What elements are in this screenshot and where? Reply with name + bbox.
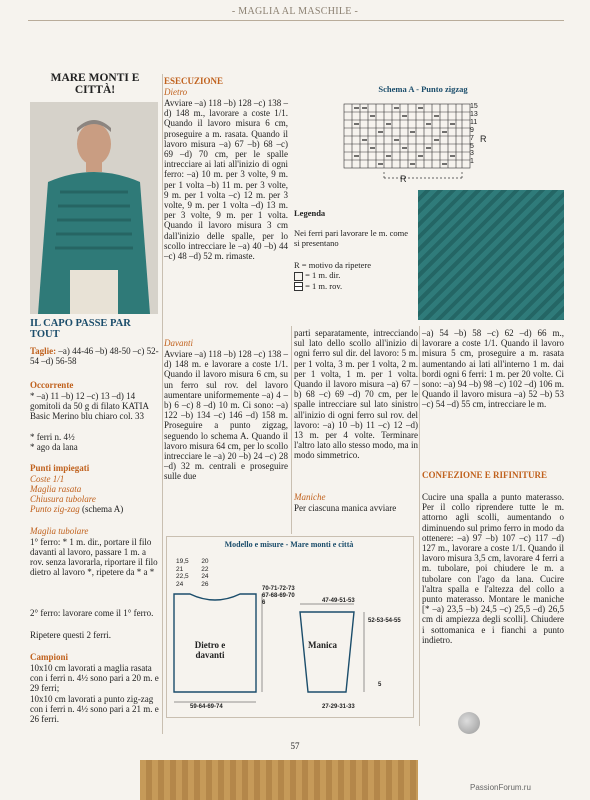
back-heading: Dietro xyxy=(164,87,188,97)
chart-repeat-r-side: R xyxy=(480,134,487,144)
column-rule xyxy=(162,74,163,734)
materials-needle: * ago da lana xyxy=(30,442,78,452)
sleeve-label: Manica xyxy=(308,640,337,650)
materials-needles: * ferri n. 4½ xyxy=(30,432,75,442)
finishing-instructions: Cucire una spalla a punto materasso. Per il collo riprendere tutte le m. attorno agli scolli, aumentando o diminuendo sul primo ferro in modo da ottenere: –a) 97 –b) 107 –c) 117 –d) 127 m., lavorare a coste 1/1. Quando il lavoro misura 3,5 cm, lavorare 4 ferri a m. tubolare, poi chiudere le m. a tubolare con l'ago da lana. Cucire l'altra spalla e l'altezza del collo a punto materasso. Montare le maniche [* –a) 23,5 –b) 24,5 –c) 25,5 –d) 26,5 cm di ampiezza degli scolli]. Chiudere i sottomanica e i fianchi a punto indietro. xyxy=(422,492,564,645)
body-width-label: 59-64-69-74 xyxy=(190,704,223,710)
sleeve-cuff-width: 27-29-31-33 xyxy=(322,704,355,710)
schematic-title: Modello e misure - Mare monti e città xyxy=(224,540,354,549)
body-height-total: 70-71-72-73 xyxy=(262,586,295,592)
stitch-zigzag-ref: (schema A) xyxy=(82,504,124,514)
legend-intro: Nei ferri pari lavorare le m. come si presentano xyxy=(294,228,408,248)
column-rule-2 xyxy=(291,326,292,534)
knit-texture-strip xyxy=(140,760,418,800)
chart-row-13: 13 xyxy=(470,110,478,118)
knit-symbol-icon xyxy=(294,272,303,281)
stitch-ribbing: Coste 1/1 xyxy=(30,474,65,484)
stitch-zigzag-name: Punto zig-zag xyxy=(30,504,80,514)
tubular-row1: 1° ferro: * 1 m. dir., portare il filo davanti al lavoro, passare 1 m. a rov. senza lavorarla, riportare il filo dietro al lavoro *, ripetere da * a * xyxy=(30,537,158,577)
model-photo xyxy=(30,102,158,314)
page-number: 57 xyxy=(290,741,300,751)
body-rib-height: 6 xyxy=(262,600,266,606)
sleeve-length: 52-53-54-55 xyxy=(368,618,401,624)
legend-knit-row xyxy=(294,270,412,281)
chart-row-3: 3 xyxy=(470,150,474,158)
watermark: PassionForum.ru xyxy=(470,783,531,792)
tubular-row2: 2° ferro: lavorare come il 1° ferro. xyxy=(30,608,154,618)
tubular-heading: Maglia tubolare xyxy=(30,526,89,536)
execution-heading: ESECUZIONE xyxy=(164,76,224,86)
model-figure xyxy=(30,102,158,314)
sleeves-instructions: –a) 54 –b) 58 –c) 62 –d) 66 m., lavorare a coste 1/1. Quando il lavoro misura 5 cm, proseguire a m. rasata aumentando ai lati all'interno 1 m. dai bordi ogni 6 ferri: 1 m. per 20 volte. Ci sono: –a) 94 –b) 98 –c) 102 –d) 106 m. Quando il lavoro misura –a) 52 –b) 53 –c) 54 –d) 55 cm, intrecciare le m. xyxy=(422,328,564,410)
sizes-label: Taglie: xyxy=(30,346,57,356)
chart-repeat-r-bottom: R xyxy=(400,174,407,184)
body-height-underarm: 67-68-69-70 xyxy=(262,593,295,599)
neck-row-b: 21 22 xyxy=(176,565,209,573)
stitches-heading: Punti impiegati xyxy=(30,463,90,473)
tubular-repeat: Ripetere questi 2 ferri. xyxy=(30,630,111,640)
sizes-value: –a) 44-46 –b) 48-50 –c) 52-54 –d) 56-58 xyxy=(30,346,159,366)
sleeve-rib-height: 5 xyxy=(378,682,382,688)
purl-symbol-icon xyxy=(294,282,303,291)
legend-purl: = 1 m. rov. xyxy=(305,280,343,291)
sleeves-start: Per ciascuna manica avviare xyxy=(294,503,397,513)
sleeve-top-width: 47-49-51-53 xyxy=(322,598,355,604)
chart-a-title: Schema A - Punto zigzag xyxy=(378,84,468,94)
gauge-heading: Campioni xyxy=(30,652,69,662)
column-rule-3 xyxy=(419,326,420,726)
neck-measurements xyxy=(176,558,209,588)
zigzag-swatch-photo xyxy=(418,190,564,320)
back-instructions: Avviare –a) 118 –b) 128 –c) 138 –d) 148 m., lavorare a coste 1/1. Quando il lavoro misura 6 cm, proseguire a m. rasata. Quando il lavoro misura –a) 67 –b) 68 –c) 69 –d) 70 cm, per le spalle intrecciare ai lati all'inizio di ogni ferro: –a) 10 m. per 3 volte, 9 m. per 1 volta –b) 11 m. per 3 volte, 9 m. per 1 volta –c) 12 m. per 3 volte, 9 m. per 1 volta –d) 13 m. per 3 volte, 9 m. per 1 volta. Quando il lavoro misura 3 cm dall'inizio delle spalle, per lo scollo intrecciare le –a) 40 –b) 44 –c) 48 –d) 52 m. rimaste. xyxy=(164,98,288,262)
chart-row-15: 15 xyxy=(470,103,478,110)
legend-repeat: R = motivo da ripetere xyxy=(294,260,372,270)
stitch-zigzag xyxy=(30,504,160,514)
back-front-label: Dietro e davanti xyxy=(194,640,226,660)
gauge-zigzag: 10x10 cm lavorati a punto zig-zag con i ferri n. 4½ sono pari a 21 m. e 26 ferri. xyxy=(30,694,159,724)
garment-subtitle: IL CAPO PASSE PAR TOUT xyxy=(30,318,131,340)
gauge-stockinette: 10x10 cm lavorati a maglia rasata con i ferri n. 4½ sono pari a 20 m. e 29 ferri; xyxy=(30,663,159,693)
legend-heading: Legenda xyxy=(294,208,326,218)
neck-row-d: 24 26 xyxy=(176,580,209,588)
stitch-stockinette: Maglia rasata xyxy=(30,484,82,494)
front-instructions: Avviare –a) 118 –b) 128 –c) 138 –d) 148 m. e lavorare a coste 1/1. Quando il lavoro misura 6 cm, su un ferro sul rov. del lavoro aumentare uniformemente –a) 4 –b) 6 –c) 8 –d) 10 m. Ci sono: –a) 122 –b) 134 –c) 146 –d) 158 m. Proseguire a punto zigzag, seguendo lo schema A. Quando il lavoro misura 64 cm, per lo scollo intrecciare le –a) 20 –b) 24 –c) 28 –d) 32 m. centrali e proseguire sulle due xyxy=(164,349,288,482)
body-height-labels xyxy=(262,586,295,607)
materials-heading: Occorrente xyxy=(30,380,74,390)
chart-row-1: 1 xyxy=(470,158,474,166)
chart-row-5: 5 xyxy=(470,142,474,150)
chart-row-11: 11 xyxy=(470,118,478,126)
sleeves-heading: Maniche xyxy=(294,492,326,502)
front-heading: Davanti xyxy=(164,338,193,348)
front-continued: parti separatamente, intrecciando sul lato dello scollo all'inizio di ogni ferro sul dir. del lavoro: 5 m. per 1 volta, 3 m. per 1 volta, 2 m. per 1 volta, 1 m. per 1 volta. Quando il lavoro misura –a) 67 –b) 68 –c) 69 –d) 70 cm, per le spalle intrecciare sul lato sinistro all'inizio di ogni ferro sul rov. del lavoro: –a) 10 –b) 11 –c) 12 –d) 13 m. per 4 volte. Terminare l'altro lato allo stesso modo, ma in modo simmetrico. xyxy=(294,328,418,461)
legend xyxy=(294,208,412,291)
legend-purl-row xyxy=(294,281,412,292)
header-rule xyxy=(28,20,564,21)
legend-knit: = 1 m. dir. xyxy=(305,270,341,280)
stitch-tubular: Chiusura tubolare xyxy=(30,494,96,504)
finishing-heading: CONFEZIONE E RIFINITURE xyxy=(422,470,548,480)
yarn-ball-icon xyxy=(458,712,480,734)
neck-row-c: 22,5 24 xyxy=(176,573,209,580)
neck-row-a: 19,5 20 xyxy=(176,558,209,565)
sizes-line xyxy=(30,346,160,366)
running-header: - MAGLIA AL MASCHILE - xyxy=(231,6,359,17)
chart-row-9: 9 xyxy=(470,126,474,134)
article-title: MARE MONTI E CITTÀ! xyxy=(50,72,140,96)
chart-row-7: 7 xyxy=(470,134,474,142)
materials-yarn: * –a) 11 –b) 12 –c) 13 –d) 14 gomitoli da 50 g di filato KATIA Basic Merino blu chiaro col. 33 xyxy=(30,391,149,421)
